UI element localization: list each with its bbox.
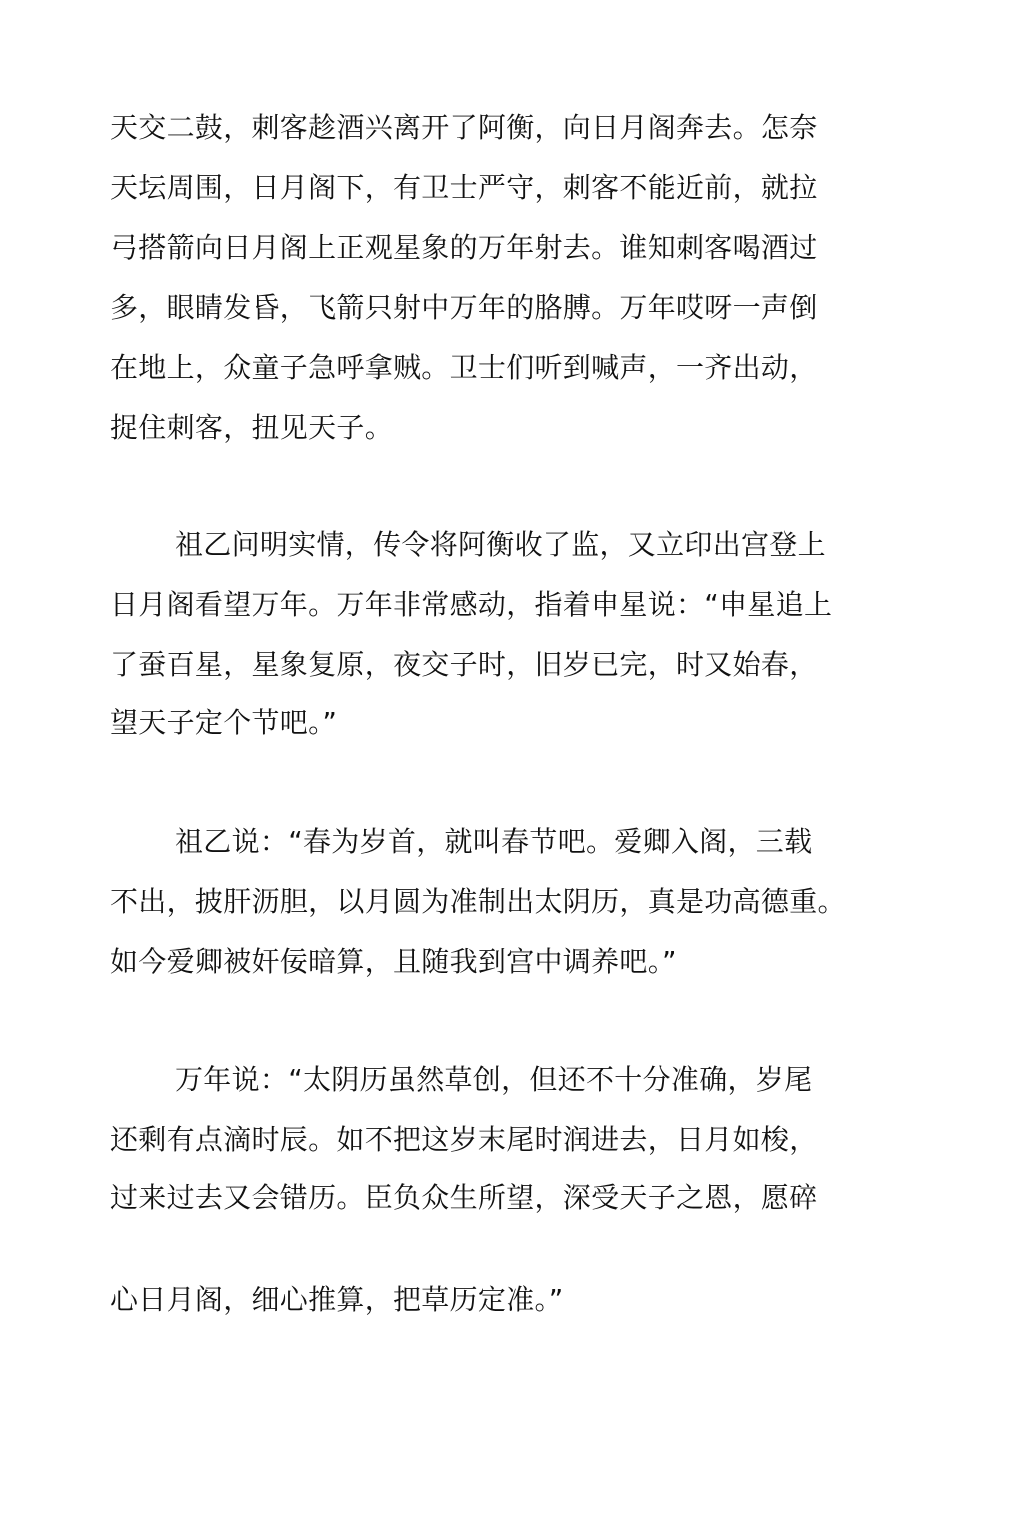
paragraph-2-line-2: 日月阁看望万年。万年非常感动，指着申星说：“申星追上 bbox=[110, 588, 833, 621]
paragraph-4-line-4: 心日月阁，细心推算，把草历定准。” bbox=[110, 1283, 564, 1316]
paragraph-1-line-2: 天坛周围，日月阁下，有卫士严守，刺客不能近前，就拉 bbox=[110, 171, 818, 204]
paragraph-4-line-2: 还剩有点滴时辰。如不把这岁末尾时润进去，日月如梭， bbox=[110, 1123, 818, 1156]
paragraph-3-line-3: 如今爱卿被奸佞暗算，且随我到宫中调养吧。” bbox=[110, 945, 677, 978]
paragraph-2-line-1: 祖乙问明实情，传令将阿衡收了监，又立印出宫登上 bbox=[175, 528, 826, 561]
paragraph-1-line-4: 多，眼睛发昏，飞箭只射中万年的胳膊。万年哎呀一声倒 bbox=[110, 291, 818, 324]
paragraph-1-line-1: 天交二鼓，刺客趁酒兴离开了阿衡，向日月阁奔去。怎奈 bbox=[110, 111, 818, 144]
paragraph-1-line-6: 捉住刺客，扭见天子。 bbox=[110, 411, 394, 444]
paragraph-4-line-3: 过来过去又会错历。臣负众生所望，深受天子之恩，愿碎 bbox=[110, 1181, 818, 1214]
paragraph-3-line-1: 祖乙说：“春为岁首，就叫春节吧。爱卿入阁，三载 bbox=[175, 825, 813, 858]
paragraph-2-line-3: 了蚕百星，星象复原，夜交子时，旧岁已完，时又始春， bbox=[110, 648, 818, 681]
paragraph-1-line-3: 弓搭箭向日月阁上正观星象的万年射去。谁知刺客喝酒过 bbox=[110, 231, 818, 264]
paragraph-4-line-1: 万年说：“太阴历虽然草创，但还不十分准确，岁尾 bbox=[175, 1063, 813, 1096]
paragraph-1-line-5: 在地上，众童子急呼拿贼。卫士们听到喊声，一齐出动， bbox=[110, 351, 818, 384]
paragraph-3-line-2: 不出，披肝沥胆，以月圆为准制出太阴历，真是功高德重。 bbox=[110, 885, 846, 918]
paragraph-2-line-4: 望天子定个节吧。” bbox=[110, 706, 338, 739]
